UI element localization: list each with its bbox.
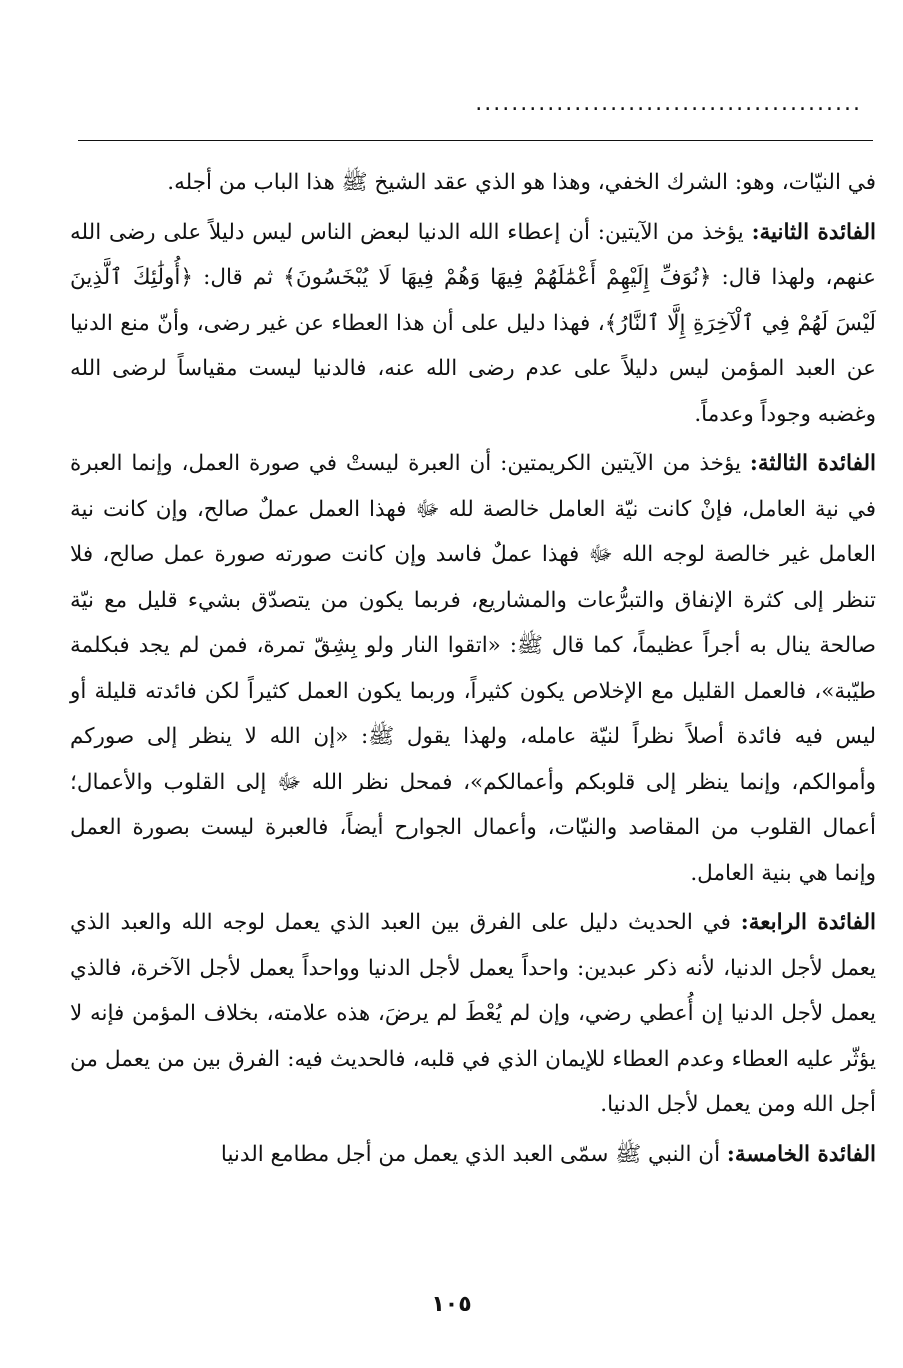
page-number: ١٠٥ [431,1292,472,1317]
paragraph [70,210,876,438]
paragraph-heading: الفائدة الخامسة: [726,1141,876,1167]
paragraph [70,441,876,896]
header-rule [78,140,873,141]
paragraph-text: يؤخذ من الآيتين: أن إعطاء الله الدنيا لبعض الناس ليس دليلاً على رضى الله عنهم، ولهذا قال: ﴿نُوَفِّ إِلَيْهِمْ أَعْمَٰلَهُمْ فِيهَا وَهُمْ فِيهَا لَا يُبْخَسُونَ﴾ ثم قال: ﴿أُولَٰئِكَ ٱلَّذِينَ لَيْسَ لَهُمْ فِي ٱلْآخِرَةِ إِلَّا ٱلنَّارُ﴾، فهذا دليل على أن هذا العطاء عن غير رضى، وأنّ منع الدنيا عن العبد المؤمن ليس دليلاً على عدم رضى الله عنه، فالدنيا ليست مقياساً لرضى الله وغضبه وجوداً وعدماً. [70,219,876,427]
paragraph-text: يؤخذ من الآيتين الكريمتين: أن العبرة ليستْ في صورة العمل، وإنما العبرة في نية العامل، فإنْ كانت نيّة العامل خالصة لله ﷻ فهذا العمل عملٌ صالح، وإن كانت نية العامل غير خالصة لوجه الله ﷻ فهذا عملٌ فاسد وإن كانت صورته صورة عمل صالح، فلا تنظر إلى كثرة الإنفاق والتبرُّعات والمشاريع، فربما يكون من يتصدّق بشيء قليل مع نيّة صالحة ينال به أجراً عظيماً، كما قال ﷺ: «اتقوا النار ولو بِشِقّ تمرة، فمن لم يجد فبكلمة طيّبة»، فالعمل القليل مع الإخلاص يكون كثيراً، وربما يكون العمل كثيراً لكن فائدته قليلة أو ليس فيه فائدة أصلاً نظراً لنيّة عامله، ولهذا يقول ﷺ: «إن الله لا ينظر إلى صوركم وأموالكم، وإنما ينظر إلى قلوبكم وأعمالكم»، فمحل نظر الله ﷻ إلى القلوب والأعمال؛ أعمال القلوب من المقاصد والنيّات، وأعمال الجوارح أيضاً، فالعبرة ليست بصورة العمل وإنما هي بنية العامل. [70,451,876,886]
paragraph-heading: الفائدة الثالثة: [749,451,876,476]
paragraph [70,900,876,1128]
separator-dots: ........................................... [475,92,862,116]
paragraph-heading: الفائدة الثانية: [751,219,877,245]
paragraph-heading: الفائدة الرابعة: [740,910,876,935]
paragraph [70,1132,876,1178]
page-body [70,160,876,1181]
paragraph-text: أن النبي ﷺ سمّى العبد الذي يعمل من أجل مطامع الدنيا [220,1141,721,1167]
paragraph-text: في الحديث دليل على الفرق بين العبد الذي يعمل لوجه الله والعبد الذي يعمل لأجل الدنيا، لأنه ذكر عبدين: واحداً يعمل لأجل الدنيا وواحداً يعمل لأجل الآخرة، فالذي يعمل لأجل الدنيا إن أُعطي رضي، وإن لم يُعْطَ لم يرضَ، هذه علامته، بخلاف المؤمن فإنه لا يؤثّر عليه العطاء وعدم العطاء للإيمان الذي في قلبه، فالحديث فيه: الفرق بين من يعمل من أجل الله ومن يعمل لأجل الدنيا. [70,910,876,1117]
paragraph-text: في النيّات، وهو: الشرك الخفي، وهذا هو الذي عقد الشيخ ﷺ هذا الباب من أجله. [167,170,876,195]
paragraph [70,160,876,206]
